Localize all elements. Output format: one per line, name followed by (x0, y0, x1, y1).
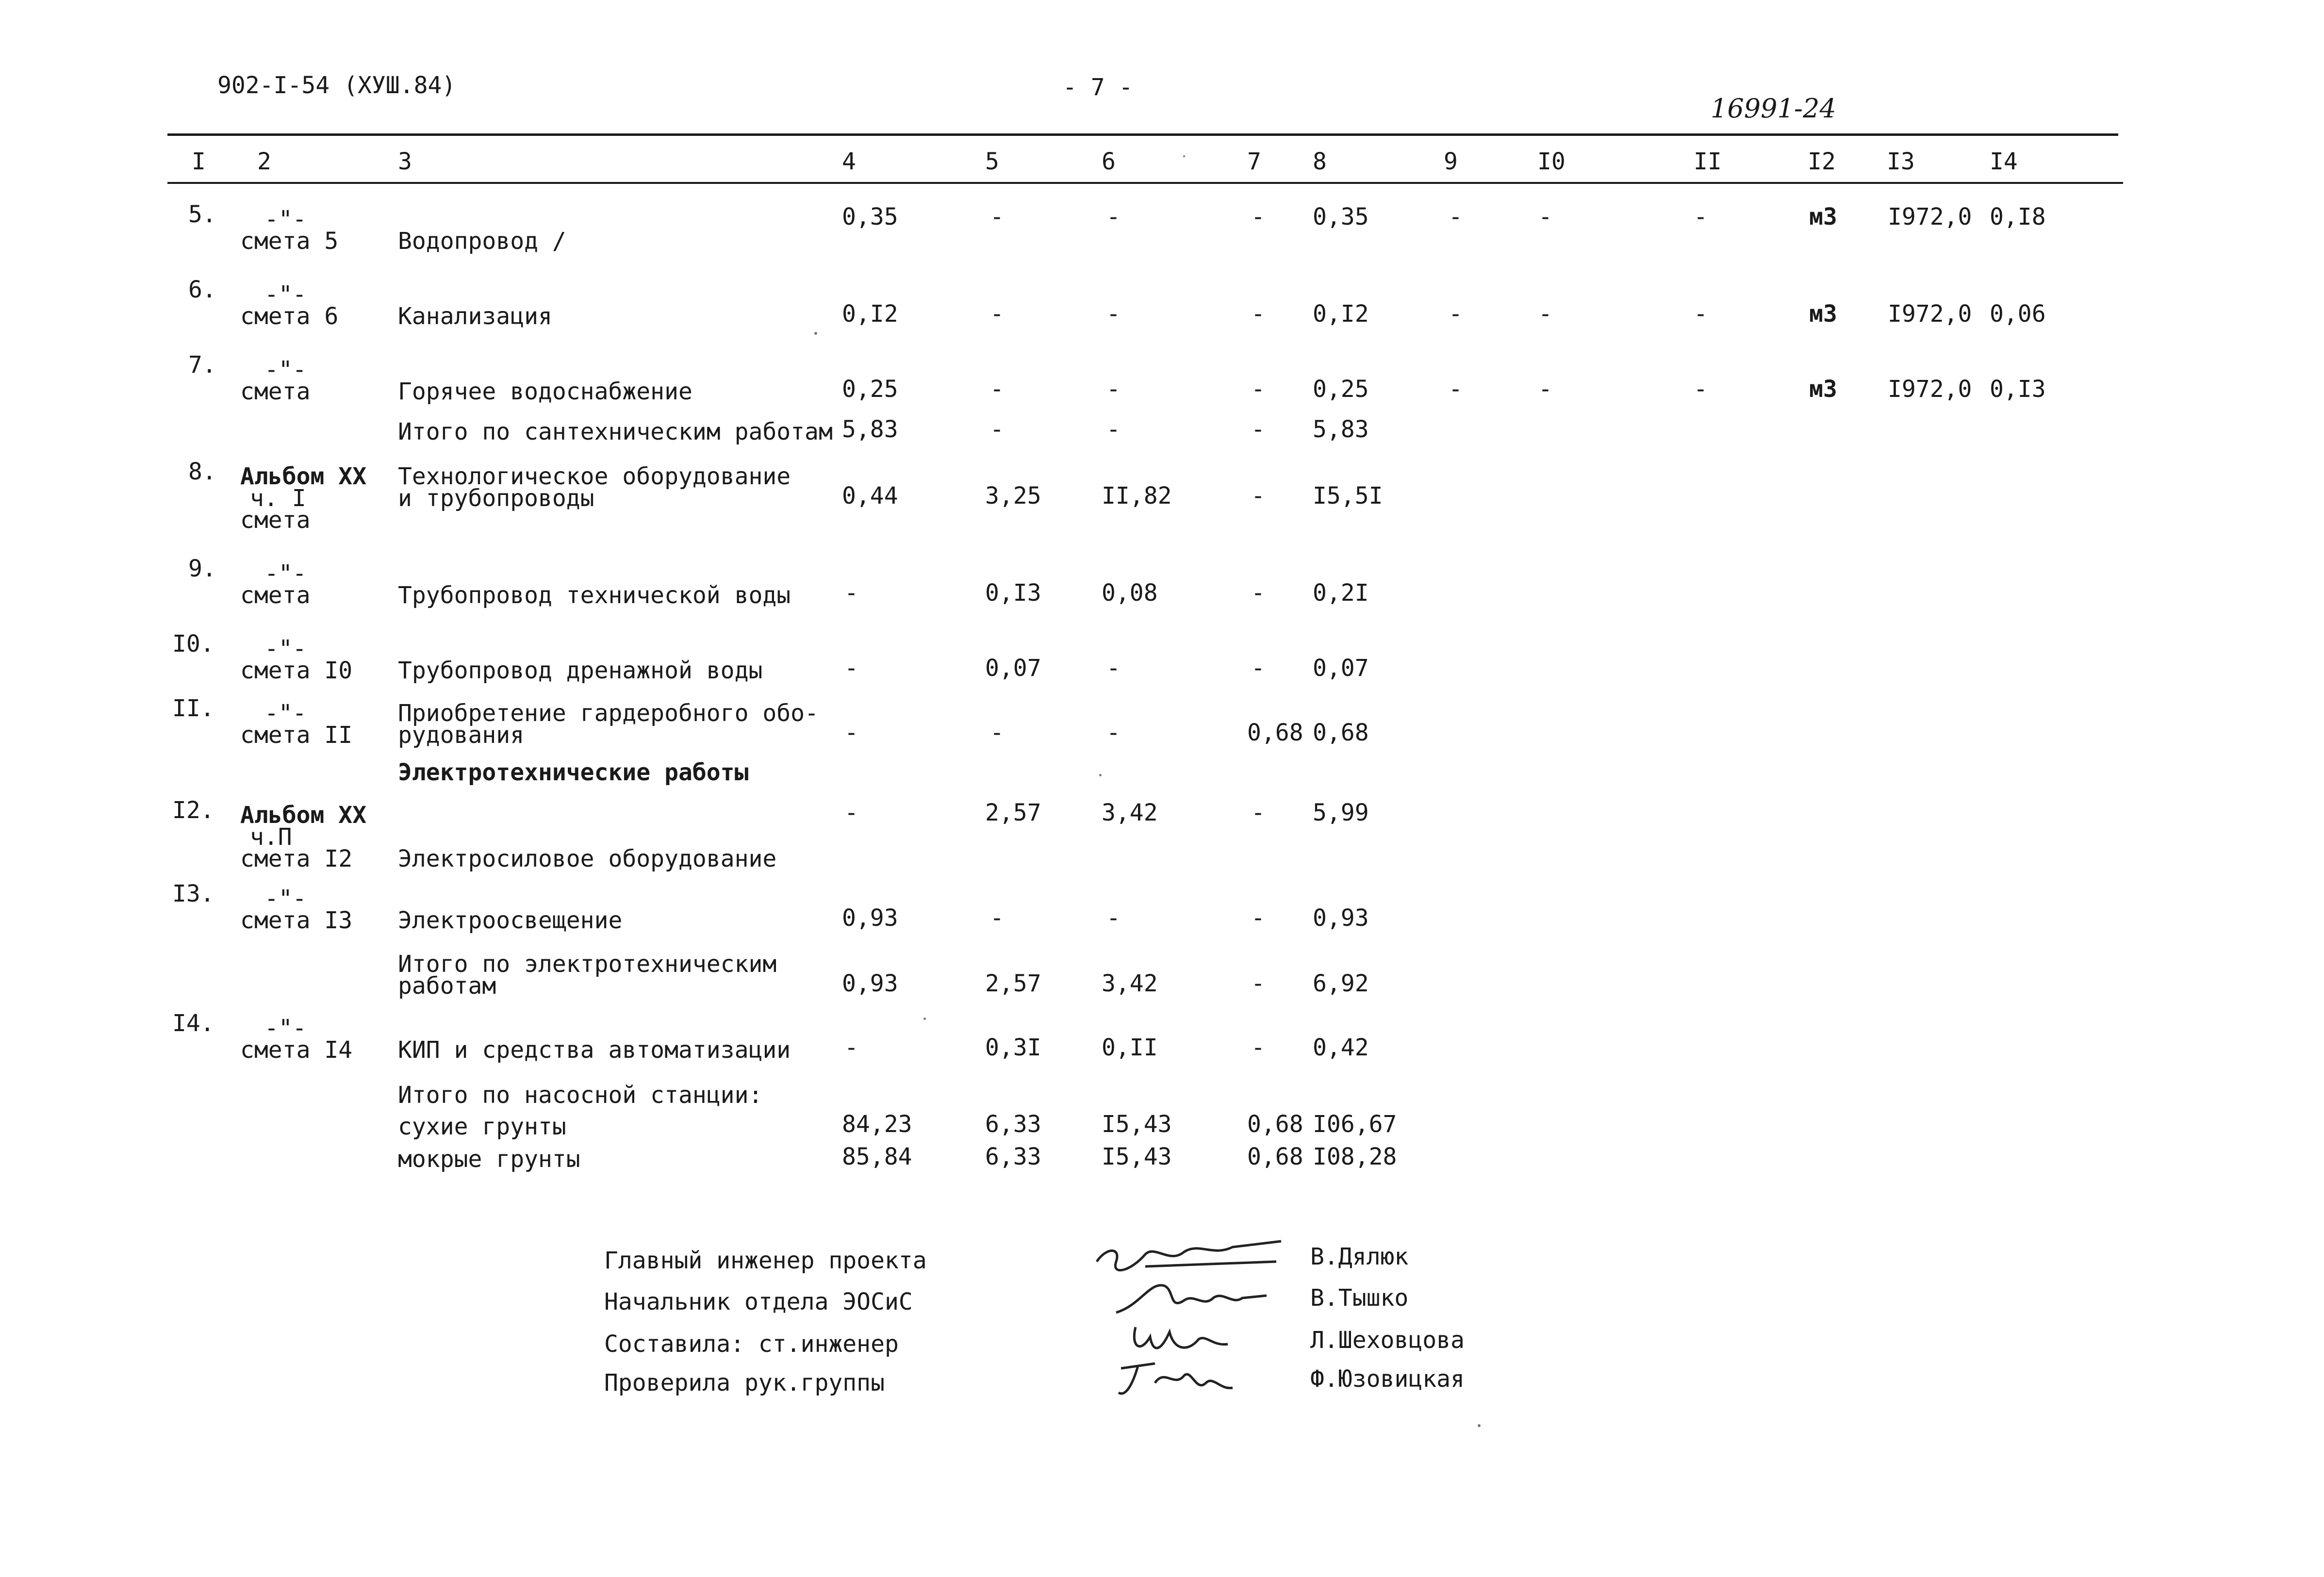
value-c11: - (1694, 203, 1708, 230)
value-c6: II,82 (1102, 482, 1172, 509)
estimate-reference: смета 6 (240, 303, 339, 330)
value-c7: - (1251, 376, 1265, 403)
row-number: I2. (172, 797, 214, 824)
value-c8: 5,83 (1313, 416, 1369, 443)
value-c4: - (844, 799, 858, 826)
value-c6: - (1106, 300, 1121, 328)
value-c14: 0,I3 (1990, 376, 2046, 403)
signatory-title: Начальник отдела ЭОСиС (604, 1288, 913, 1315)
value-c6: 0,II (1102, 1034, 1158, 1061)
signatory-name: В.Дялюк (1310, 1243, 1409, 1270)
column-number: 5 (985, 148, 999, 175)
column-number: 3 (398, 148, 412, 175)
work-name: Итого по насосной станции: (398, 1082, 763, 1109)
scan-speck (1478, 1424, 1481, 1427)
signatory-title: Составила: ст.инженер (604, 1331, 899, 1358)
estimate-reference: Альбом ХХ (240, 802, 367, 829)
column-number: I4 (1990, 148, 2018, 175)
registration-number: 16991-24 (1711, 93, 1836, 124)
value-c12: м3 (1809, 376, 1837, 403)
estimate-reference: -"- (264, 206, 307, 233)
estimate-reference: ч.П (250, 823, 292, 851)
work-name: сухие грунты (398, 1113, 566, 1140)
estimate-reference: смета I0 (240, 657, 353, 684)
work-name: Водопровод / (398, 228, 566, 255)
estimate-reference: -"- (264, 560, 307, 587)
signatory-name: Л.Шеховцова (1310, 1327, 1465, 1354)
value-c8: I08,28 (1313, 1143, 1397, 1170)
work-name: Электротехнические работы (398, 759, 749, 786)
estimate-reference: смета (240, 378, 311, 405)
work-name: Электроосвещение (398, 907, 623, 934)
value-c4: - (844, 655, 858, 682)
value-c8: I5,5I (1313, 482, 1383, 509)
value-c4: 5,83 (842, 416, 898, 443)
value-c7: 0,68 (1247, 1143, 1303, 1170)
estimate-reference: -"- (264, 635, 307, 662)
value-c5: - (990, 300, 1004, 328)
row-number: I4. (172, 1010, 214, 1037)
value-c8: 0,07 (1313, 655, 1369, 682)
value-c7: - (1251, 799, 1265, 826)
row-number: 5. (188, 201, 216, 228)
column-number: 7 (1247, 148, 1261, 175)
value-c6: 0,08 (1102, 579, 1158, 607)
value-c8: 0,35 (1313, 203, 1369, 230)
value-c5: 0,07 (985, 655, 1041, 682)
value-c13: I972,0 (1888, 203, 1972, 230)
row-number: 9. (188, 555, 216, 582)
estimate-reference: -"- (264, 1015, 307, 1042)
scan-speck (814, 332, 817, 335)
column-header-rule (167, 182, 2123, 184)
value-c5: 6,33 (985, 1143, 1041, 1170)
value-c5: 0,3I (985, 1034, 1041, 1061)
signatory-name: В.Тышко (1310, 1284, 1409, 1312)
estimate-reference: -"- (264, 885, 307, 912)
estimate-reference: -"- (264, 281, 307, 308)
estimate-reference: -"- (264, 700, 307, 727)
value-c7: - (1251, 579, 1265, 607)
value-c7: - (1251, 300, 1265, 328)
value-c5: 2,57 (985, 970, 1041, 997)
estimate-reference: -"- (264, 356, 307, 383)
value-c5: - (990, 376, 1004, 403)
value-c10: - (1538, 376, 1552, 403)
value-c6: - (1106, 719, 1121, 746)
value-c9: - (1449, 300, 1463, 328)
column-number: II (1694, 148, 1722, 175)
scan-speck (1099, 774, 1102, 776)
work-name: Итого по сантехническим работам (398, 418, 833, 445)
value-c4: 85,84 (842, 1143, 912, 1170)
value-c12: м3 (1809, 300, 1837, 328)
estimate-reference: смета (240, 507, 311, 534)
value-c9: - (1449, 203, 1463, 230)
document-code: 902-I-54 (ХУШ.84) (217, 72, 456, 99)
value-c6: - (1106, 416, 1121, 443)
value-c4: 0,I2 (842, 300, 898, 328)
signature-2-image (1111, 1271, 1271, 1320)
row-number: I0. (172, 630, 214, 657)
scan-speck (1183, 155, 1185, 157)
column-number: I (192, 148, 206, 175)
value-c10: - (1538, 300, 1552, 328)
value-c6: - (1106, 203, 1121, 230)
estimate-reference: смета I4 (240, 1036, 353, 1064)
value-c13: I972,0 (1888, 376, 1972, 403)
value-c7: - (1251, 970, 1265, 997)
value-c4: 84,23 (842, 1111, 912, 1138)
value-c8: 0,25 (1313, 376, 1369, 403)
row-number: 7. (188, 351, 216, 378)
work-name: мокрые грунты (398, 1146, 580, 1173)
value-c5: - (990, 203, 1004, 230)
value-c4: 0,35 (842, 203, 898, 230)
work-name: Итого по электротехническим (398, 951, 777, 978)
value-c14: 0,06 (1990, 300, 2046, 328)
column-number: 8 (1313, 148, 1327, 175)
work-name: рудования (398, 722, 525, 749)
estimate-reference: смета II (240, 722, 353, 749)
work-name: Технологическое оборудование (398, 463, 791, 490)
work-name: и трубопроводы (398, 485, 594, 512)
value-c7: 0,68 (1247, 1111, 1303, 1138)
row-number: II. (172, 695, 214, 722)
value-c6: 3,42 (1102, 970, 1158, 997)
value-c4: - (844, 1034, 858, 1061)
value-c6: I5,43 (1102, 1111, 1172, 1138)
signatory-title: Главный инженер проекта (604, 1247, 927, 1274)
value-c7: - (1251, 416, 1265, 443)
estimate-reference: Альбом ХХ (240, 463, 367, 490)
value-c4: - (844, 719, 858, 746)
value-c7: - (1251, 203, 1265, 230)
signature-4-image (1111, 1354, 1237, 1402)
column-number: 6 (1102, 148, 1116, 175)
table-top-rule (167, 133, 2118, 136)
value-c4: 0,93 (842, 970, 898, 997)
value-c6: - (1106, 655, 1121, 682)
value-c7: - (1251, 482, 1265, 509)
scan-speck (923, 1018, 926, 1020)
value-c5: - (990, 719, 1004, 746)
value-c4: 0,93 (842, 904, 898, 932)
value-c7: - (1251, 1034, 1265, 1061)
value-c5: - (990, 416, 1004, 443)
column-number: I3 (1887, 148, 1915, 175)
value-c8: 0,93 (1313, 904, 1369, 932)
value-c12: м3 (1809, 203, 1837, 230)
estimate-reference: смета (240, 582, 311, 609)
value-c4: 0,44 (842, 482, 898, 509)
work-name: Канализация (398, 303, 552, 330)
value-c5: 3,25 (985, 482, 1041, 509)
value-c7: - (1251, 904, 1265, 932)
value-c7: 0,68 (1247, 719, 1303, 746)
work-name: Приобретение гардеробного обо- (398, 700, 819, 727)
value-c4: 0,25 (842, 376, 898, 403)
page-number: - 7 - (1063, 74, 1133, 101)
estimate-reference: смета I2 (240, 845, 353, 872)
value-c10: - (1538, 203, 1552, 230)
value-c13: I972,0 (1888, 300, 1972, 328)
value-c8: 0,42 (1313, 1034, 1369, 1061)
column-number: I0 (1537, 148, 1566, 175)
value-c5: 0,I3 (985, 579, 1041, 607)
column-number: I2 (1808, 148, 1836, 175)
value-c7: - (1251, 655, 1265, 682)
row-number: I3. (172, 880, 214, 907)
column-number: 2 (257, 148, 271, 175)
value-c8: I06,67 (1313, 1111, 1397, 1138)
column-number: 4 (842, 148, 856, 175)
value-c5: 2,57 (985, 799, 1041, 826)
column-number: 9 (1444, 148, 1458, 175)
work-name: Трубопровод дренажной воды (398, 657, 763, 684)
value-c8: 0,2I (1313, 579, 1369, 607)
value-c4: - (844, 579, 858, 607)
estimate-reference: ч. I (250, 485, 306, 512)
value-c8: 5,99 (1313, 799, 1369, 826)
value-c14: 0,I8 (1990, 203, 2046, 230)
signatory-title: Проверила рук.группы (604, 1369, 885, 1396)
value-c5: 6,33 (985, 1111, 1041, 1138)
value-c6: 3,42 (1102, 799, 1158, 826)
value-c11: - (1694, 300, 1708, 328)
value-c11: - (1694, 376, 1708, 403)
work-name: Трубопровод технической воды (398, 582, 791, 609)
work-name: Горячее водоснабжение (398, 378, 692, 405)
estimate-reference: смета 5 (240, 228, 339, 255)
value-c8: 0,68 (1313, 719, 1369, 746)
value-c6: I5,43 (1102, 1143, 1172, 1170)
work-name: работам (398, 972, 496, 1000)
row-number: 6. (188, 276, 216, 303)
value-c8: 0,I2 (1313, 300, 1369, 328)
signatory-name: Ф.Юзовицкая (1310, 1365, 1465, 1393)
work-name: КИП и средства автоматизации (398, 1036, 791, 1064)
work-name: Электросиловое оборудование (398, 845, 777, 872)
value-c6: - (1106, 904, 1121, 932)
value-c8: 6,92 (1313, 970, 1369, 997)
value-c5: - (990, 904, 1004, 932)
value-c6: - (1106, 376, 1121, 403)
row-number: 8. (188, 458, 216, 485)
estimate-reference: смета I3 (240, 907, 353, 934)
value-c9: - (1449, 376, 1463, 403)
